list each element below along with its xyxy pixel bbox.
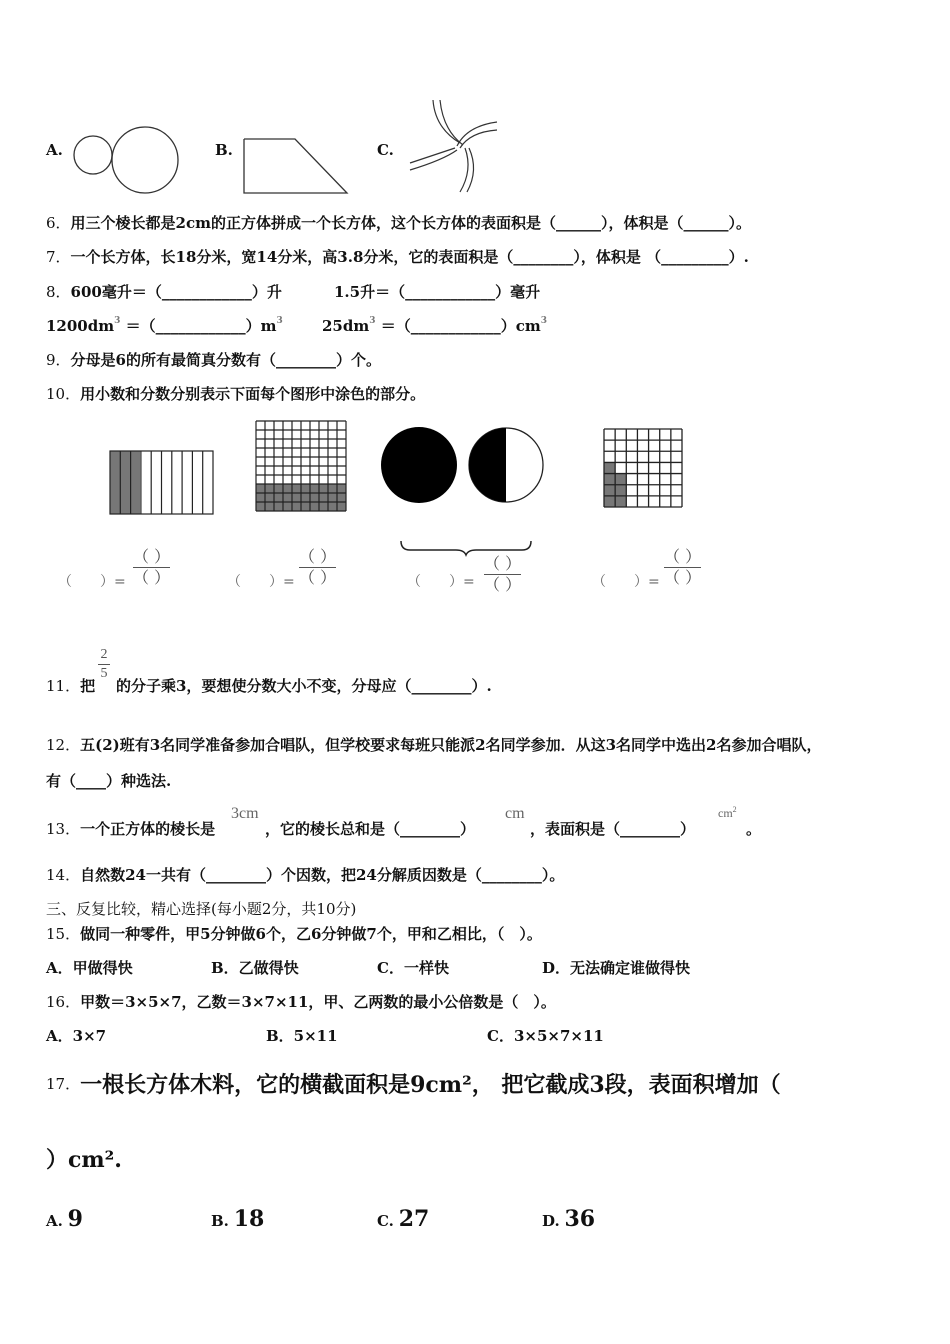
q15-option-d[interactable]: D．无法确定谁做得快 [542, 959, 691, 977]
fraction-4[interactable]: （ ） （ ） [664, 547, 702, 587]
q15-option-b[interactable]: B．乙做得快 [211, 959, 299, 977]
unit-cm: cm [505, 805, 525, 822]
question-13-end: 。 [746, 820, 762, 838]
trapezoid-figure [243, 138, 353, 196]
question-7: 7．一个长方体，长18分米，宽14分米，高3.8分米，它的表面积是（________），体积是 （_________）. [46, 248, 749, 266]
two-circles-shaded-figure [378, 426, 548, 506]
section-3-title: 三、反复比较，精心选择(每小题2分，共10分) [46, 900, 357, 918]
hundred-grid-figure [255, 420, 347, 512]
question-9: 9．分母是6的所有最简真分数有（________）个。 [46, 351, 381, 369]
pinwheel-arcs-figure [405, 98, 505, 198]
q15-option-c[interactable]: C．一样快 [377, 959, 449, 977]
question-13: 13．一个正方体的棱长是 [46, 820, 216, 838]
q17-option-a[interactable]: A. 9 [46, 1206, 83, 1232]
question-8-line-2: $1200dm^3$ $=(\_\_\_\_\_\_\_\_\_\_\_\_)m^3$ [46, 316, 283, 335]
q15-option-a[interactable]: A．甲做得快 [46, 959, 133, 977]
sixty-four-grid-figure [603, 428, 685, 510]
question-17-line-1: 17．一根长方体木料，它的横截面积是9cm²， 把它截成3段，表面积增加（ [46, 1072, 781, 1098]
q17-option-b[interactable]: B. 18 [211, 1206, 265, 1232]
q17-option-c[interactable]: C. 27 [377, 1206, 430, 1232]
option-b-label[interactable]: B. [215, 141, 233, 159]
fraction-two-fifths: 2 5 [98, 648, 110, 681]
question-8-part-2: 1.5升＝（____________）毫升 [334, 283, 541, 301]
option-c-label[interactable]: C. [377, 141, 394, 159]
striped-rectangle-figure [109, 450, 215, 516]
q16-option-c[interactable]: C．3×5×7×11 [487, 1027, 604, 1045]
question-10: 10．用小数和分数分别表示下面每个图形中涂色的部分。 [46, 385, 426, 403]
question-13-mid: ，它的棱长总和是（________） [265, 820, 476, 838]
question-8-line-2-part-2: $25dm^3$ $=(\_\_\_\_\_\_\_\_\_\_\_\_)cm^3$ [322, 316, 548, 335]
question-11: 11．把 [46, 677, 96, 695]
question-15: 15．做同一种零件，甲5分钟做6个，乙6分钟做7个，甲和乙相比，（ ）。 [46, 925, 542, 943]
question-17-line-2: ）cm². [46, 1147, 122, 1173]
fraction-2[interactable]: （ ） （ ） [299, 547, 337, 587]
question-12-line-2: 有（____）种选法. [46, 772, 172, 790]
question-11-text: 的分子乘3，要想使分数大小不变，分母应（________）. [116, 677, 492, 695]
two-circles-figure [72, 125, 182, 195]
answer-paren-1[interactable]: （ ）= [58, 574, 126, 590]
fraction-3[interactable]: （ ） （ ） [484, 554, 522, 594]
question-14: 14．自然数24一共有（________）个因数，把24分解质因数是（________）。 [46, 866, 565, 884]
q16-option-a[interactable]: A．3×7 [46, 1027, 107, 1045]
edge-length-value: 3cm [231, 805, 259, 822]
unit-cm-squared: $cm^2$ [718, 805, 737, 820]
q17-option-d[interactable]: D. 36 [542, 1206, 596, 1232]
answer-paren-2[interactable]: （ ）= [227, 574, 295, 590]
question-12-line-1: 12．五(2)班有3名同学准备参加合唱队，但学校要求每班只能派2名同学参加．从这3名同学中选出2名参加合唱队， [46, 736, 822, 754]
option-a-label[interactable]: A. [46, 141, 63, 159]
question-6: 6．用三个棱长都是2cm的正方体拼成一个长方体，这个长方体的表面积是（______），体积是（______）。 [46, 214, 751, 232]
question-8-line-1: 8．600毫升＝（____________）升 [46, 283, 282, 301]
question-16: 16．甲数＝3×5×7，乙数＝3×7×11，甲、乙两数的最小公倍数是（ ）。 [46, 993, 556, 1011]
question-13-mid-2: ，表面积是（________） [530, 820, 696, 838]
q16-option-b[interactable]: B．5×11 [266, 1027, 338, 1045]
fraction-1[interactable]: （ ） （ ） [133, 547, 171, 587]
answer-paren-3[interactable]: （ ）= [407, 574, 475, 590]
answer-paren-4[interactable]: （ ）= [592, 574, 660, 590]
